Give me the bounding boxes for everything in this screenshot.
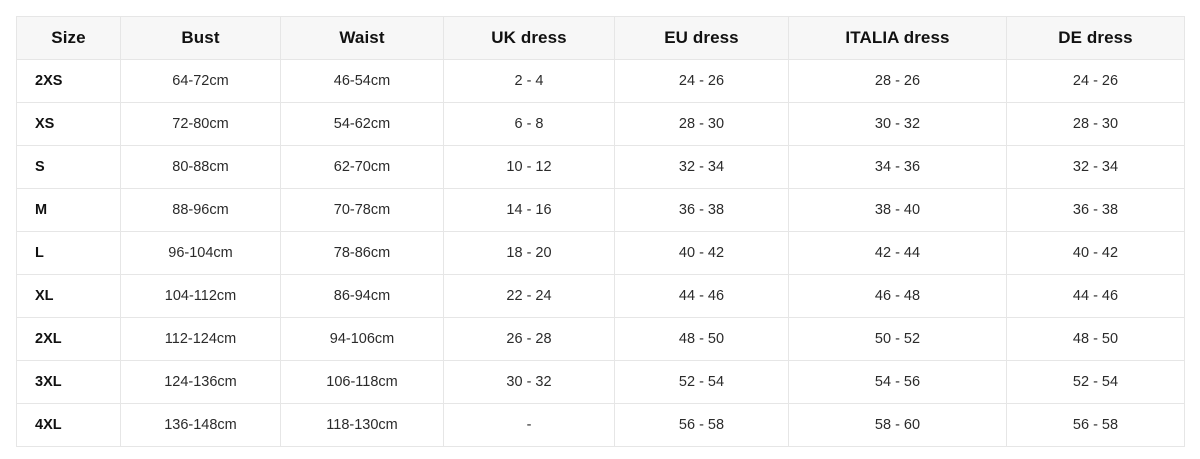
cell-waist: 94-106cm: [281, 318, 444, 361]
cell-eu-dress: 24 - 26: [615, 60, 789, 103]
cell-de-dress: 32 - 34: [1007, 146, 1185, 189]
table-header: [17, 17, 1185, 60]
cell-uk-dress: -: [444, 404, 615, 447]
cell-italia-dress: 30 - 32: [789, 103, 1007, 146]
cell-bust: 96-104cm: [121, 232, 281, 275]
column-header-bust: Bust: [121, 17, 281, 60]
cell-waist: 106-118cm: [281, 361, 444, 404]
cell-italia-dress: 54 - 56: [789, 361, 1007, 404]
cell-de-dress: 52 - 54: [1007, 361, 1185, 404]
cell-italia-dress: 34 - 36: [789, 146, 1007, 189]
cell-uk-dress: 2 - 4: [444, 60, 615, 103]
cell-uk-dress: 14 - 16: [444, 189, 615, 232]
table-row: [17, 361, 1185, 404]
cell-uk-dress: 6 - 8: [444, 103, 615, 146]
cell-size: 2XL: [17, 318, 121, 361]
table-row: [17, 103, 1185, 146]
cell-italia-dress: 58 - 60: [789, 404, 1007, 447]
cell-eu-dress: 52 - 54: [615, 361, 789, 404]
cell-waist: 86-94cm: [281, 275, 444, 318]
cell-de-dress: 56 - 58: [1007, 404, 1185, 447]
cell-eu-dress: 36 - 38: [615, 189, 789, 232]
column-header-waist: Waist: [281, 17, 444, 60]
cell-size: XL: [17, 275, 121, 318]
cell-de-dress: 36 - 38: [1007, 189, 1185, 232]
cell-italia-dress: 38 - 40: [789, 189, 1007, 232]
cell-bust: 136-148cm: [121, 404, 281, 447]
cell-size: M: [17, 189, 121, 232]
cell-bust: 80-88cm: [121, 146, 281, 189]
cell-italia-dress: 50 - 52: [789, 318, 1007, 361]
cell-de-dress: 24 - 26: [1007, 60, 1185, 103]
cell-size: XS: [17, 103, 121, 146]
cell-de-dress: 40 - 42: [1007, 232, 1185, 275]
cell-bust: 104-112cm: [121, 275, 281, 318]
cell-uk-dress: 10 - 12: [444, 146, 615, 189]
cell-waist: 118-130cm: [281, 404, 444, 447]
cell-bust: 124-136cm: [121, 361, 281, 404]
table-header-row: [17, 17, 1185, 60]
cell-de-dress: 28 - 30: [1007, 103, 1185, 146]
cell-eu-dress: 28 - 30: [615, 103, 789, 146]
table-body: [17, 60, 1185, 447]
table-row: [17, 275, 1185, 318]
cell-uk-dress: 26 - 28: [444, 318, 615, 361]
column-header-italia-dress: ITALIA dress: [789, 17, 1007, 60]
cell-uk-dress: 22 - 24: [444, 275, 615, 318]
cell-eu-dress: 48 - 50: [615, 318, 789, 361]
cell-size: L: [17, 232, 121, 275]
table-row: [17, 189, 1185, 232]
cell-waist: 62-70cm: [281, 146, 444, 189]
cell-de-dress: 48 - 50: [1007, 318, 1185, 361]
column-header-size: Size: [17, 17, 121, 60]
cell-waist: 54-62cm: [281, 103, 444, 146]
cell-uk-dress: 18 - 20: [444, 232, 615, 275]
cell-waist: 70-78cm: [281, 189, 444, 232]
column-header-uk-dress: UK dress: [444, 17, 615, 60]
cell-bust: 112-124cm: [121, 318, 281, 361]
cell-size: 2XS: [17, 60, 121, 103]
cell-italia-dress: 28 - 26: [789, 60, 1007, 103]
cell-eu-dress: 56 - 58: [615, 404, 789, 447]
cell-eu-dress: 40 - 42: [615, 232, 789, 275]
table-row: [17, 404, 1185, 447]
cell-uk-dress: 30 - 32: [444, 361, 615, 404]
cell-size: S: [17, 146, 121, 189]
column-header-de-dress: DE dress: [1007, 17, 1185, 60]
cell-eu-dress: 44 - 46: [615, 275, 789, 318]
table-row: [17, 146, 1185, 189]
table-row: [17, 318, 1185, 361]
cell-de-dress: 44 - 46: [1007, 275, 1185, 318]
cell-size: 3XL: [17, 361, 121, 404]
cell-waist: 78-86cm: [281, 232, 444, 275]
table-row: [17, 60, 1185, 103]
cell-eu-dress: 32 - 34: [615, 146, 789, 189]
column-header-eu-dress: EU dress: [615, 17, 789, 60]
cell-bust: 64-72cm: [121, 60, 281, 103]
cell-italia-dress: 42 - 44: [789, 232, 1007, 275]
size-chart-table: [16, 16, 1185, 447]
cell-italia-dress: 46 - 48: [789, 275, 1007, 318]
cell-waist: 46-54cm: [281, 60, 444, 103]
cell-bust: 88-96cm: [121, 189, 281, 232]
cell-size: 4XL: [17, 404, 121, 447]
table-row: [17, 232, 1185, 275]
cell-bust: 72-80cm: [121, 103, 281, 146]
